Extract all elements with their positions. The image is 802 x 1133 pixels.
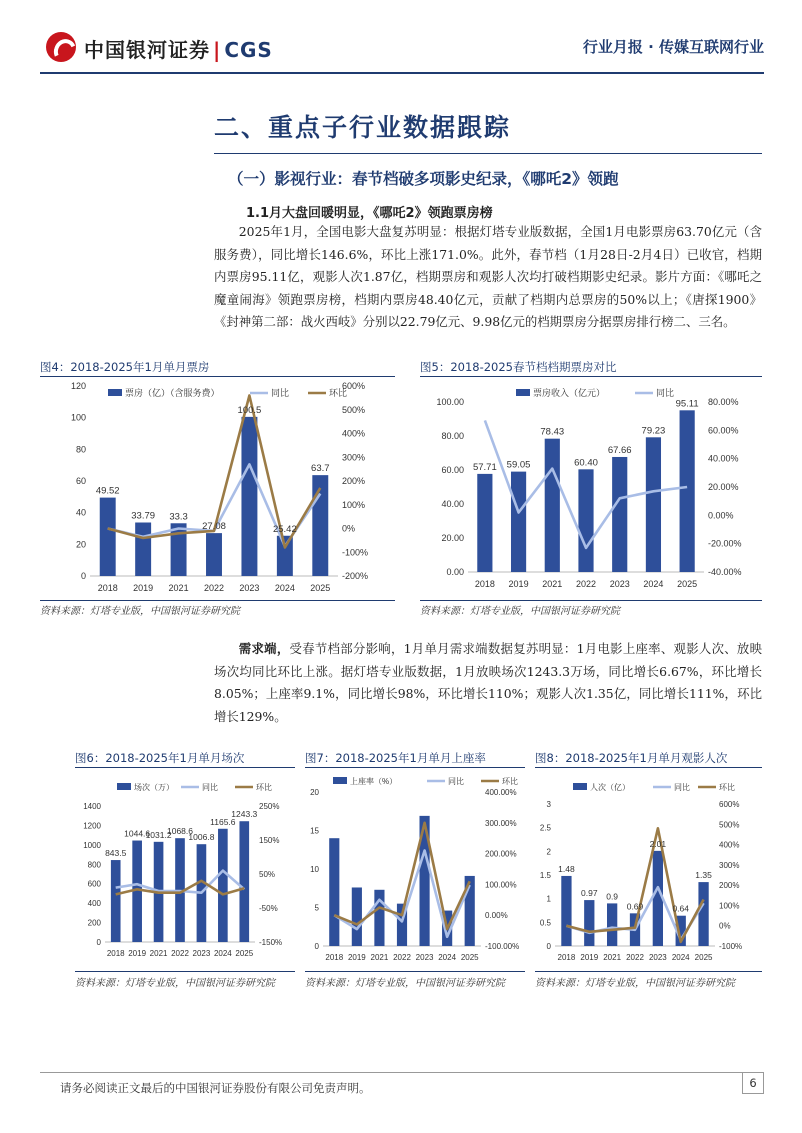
fig8-title: 图8：2018-2025年1月单月观影人次	[535, 751, 728, 765]
subsection-title: （一）影视行业：春节档破多项影史纪录，《哪吒2》领跑	[228, 170, 619, 188]
fig5-title: 图5：2018-2025春节档档期票房对比	[420, 360, 617, 374]
paragraph-heading: 1.1月大盘回暖明显，《哪吒2》领跑票房榜	[246, 206, 493, 221]
y-tick-label: 600	[87, 879, 101, 889]
x-tick-label: 2021	[168, 583, 189, 593]
y-tick-label: 60	[75, 476, 86, 486]
legend-label: 场次（万）	[134, 783, 174, 792]
data-label: 1044.6	[124, 828, 151, 839]
y2-tick-label: -50%	[259, 904, 278, 913]
data-label: 2.01	[649, 838, 667, 849]
y-tick-label: 100.00	[436, 397, 464, 407]
y-tick-label: 120	[70, 381, 86, 391]
x-tick-label: 2024	[671, 953, 690, 962]
x-tick-label: 2018	[474, 579, 495, 589]
data-label: 57.71	[472, 461, 497, 473]
y-tick-label: 60.00	[441, 465, 464, 475]
y-tick-label: 0	[314, 942, 319, 951]
legend-label: 环比	[329, 388, 348, 398]
y-tick-label: 80.00	[441, 431, 464, 441]
data-label: 67.66	[607, 444, 632, 456]
y-tick-label: 0	[546, 942, 551, 951]
y2-tick-label: 80.00%	[708, 397, 739, 407]
brand-sep: |	[213, 38, 222, 62]
x-tick-label: 2019	[133, 583, 154, 593]
legend-label: 同比	[674, 783, 690, 792]
fig8-chart	[533, 770, 764, 970]
y2-tick-label: 0%	[719, 921, 731, 931]
legend-label: 票房（亿）（含服务费）	[125, 388, 220, 398]
y-tick-label: 5	[314, 903, 319, 913]
x-tick-label: 2022	[575, 579, 597, 589]
y-tick-label: 10	[310, 865, 319, 874]
x-tick-label: 2019	[128, 949, 147, 958]
fig4-chart	[40, 378, 398, 598]
y2-tick-label: 400%	[719, 840, 740, 850]
y-tick-label: 1	[546, 894, 551, 904]
fig7-source: 资料来源：灯塔专业版，中国银河证券研究院	[305, 978, 505, 989]
x-tick-label: 2025	[677, 579, 698, 589]
legend-label: 人次（亿）	[590, 783, 630, 792]
legend-label: 票房收入（亿元）	[533, 388, 606, 398]
logo-icon	[46, 32, 76, 62]
data-label: 25.42	[272, 523, 297, 535]
legend-label: 同比	[202, 783, 218, 792]
fig4-title: 图4：2018-2025年1月单月票房	[40, 360, 210, 374]
fig5-chart	[420, 378, 764, 598]
data-label: 1031.2	[145, 829, 172, 840]
data-label: 1.48	[558, 863, 575, 874]
data-label: 0.97	[581, 888, 598, 899]
body-paragraph-1: 2025年1月，全国电影大盘复苏明显：根据灯塔专业版数据，全国1月电影票房63.70亿元（含服务费），同比增长146.6%，环比上涨171.0%。此外，春节档（1月28日-2月4日）已收官，档期内票房95.11亿，观影人次1.87亿，档期票房和观影人次均打破档期影史纪录。影片方面：《哪吒之魔童闹海》领跑票房榜，档期内票房48.40亿元，贡献了档期内总票房的50%以上；《唐探1900》《封神第二部：战火西岐》分别以22.79亿元、9.98亿元的档期票房分据票房排行榜二、三名。	[214, 224, 762, 330]
y-tick-label: 40	[75, 507, 86, 518]
y-tick-label: 2	[546, 847, 551, 857]
body-paragraph-2	[214, 638, 762, 728]
data-label: 0.64	[672, 903, 689, 914]
data-label: 49.52	[95, 485, 120, 497]
x-tick-label: 2023	[648, 953, 667, 962]
bar	[612, 457, 627, 572]
y2-tick-label: -100.00%	[485, 942, 520, 951]
x-tick-label: 2021	[603, 953, 622, 962]
y2-tick-label: -200%	[342, 571, 369, 581]
bar	[352, 887, 362, 946]
y-tick-label: 2.5	[539, 823, 551, 833]
x-tick-label: 2021	[370, 953, 389, 962]
footer-divider	[40, 1072, 764, 1073]
bar	[171, 523, 187, 576]
footer-disclaimer: 请务必阅读正文最后的中国银河证券股份有限公司免责声明。	[60, 1081, 371, 1095]
y2-tick-label: 300%	[342, 452, 366, 463]
y2-tick-label: 250%	[259, 802, 280, 811]
y-tick-label: 1000	[83, 840, 101, 850]
y-tick-label: 800	[87, 860, 101, 870]
bar	[477, 474, 492, 572]
y2-tick-label: 60.00%	[708, 425, 739, 436]
y2-tick-label: -100%	[719, 942, 743, 951]
x-tick-label: 2025	[460, 953, 479, 962]
section-divider	[214, 153, 762, 154]
x-tick-label: 2025	[310, 583, 331, 593]
y-tick-label: 0.00	[446, 567, 464, 577]
y2-tick-label: 400%	[342, 428, 366, 439]
data-label: 843.5	[105, 848, 127, 859]
bar	[578, 469, 593, 572]
x-tick-label: 2022	[171, 949, 189, 958]
data-label: 95.11	[675, 398, 699, 410]
data-label: 63.7	[311, 463, 330, 475]
y2-tick-label: 0.00%	[708, 510, 734, 521]
x-tick-label: 2024	[438, 953, 457, 962]
legend-swatch-bar	[117, 783, 131, 790]
bar	[646, 437, 661, 572]
fig7-title: 图7：2018-2025年1月单月上座率	[305, 751, 486, 765]
brand-logo	[84, 34, 273, 63]
y2-tick-label: 150%	[259, 836, 280, 845]
x-tick-label: 2019	[580, 953, 599, 962]
legend-swatch-bar	[108, 389, 122, 396]
y2-tick-label: 600%	[342, 381, 366, 391]
y2-tick-label: 300.00%	[485, 818, 517, 828]
x-tick-label: 2023	[192, 949, 211, 958]
legend-label: 同比	[656, 388, 675, 398]
bar	[241, 417, 257, 576]
fig8-title-line	[535, 767, 762, 768]
data-label: 1006.8	[188, 832, 215, 843]
x-tick-label: 2021	[542, 579, 563, 589]
y-tick-label: 0.5	[539, 918, 551, 928]
data-label: 59.05	[506, 459, 531, 471]
y2-tick-label: 100%	[342, 499, 366, 510]
data-label: 33.3	[169, 511, 188, 523]
data-label: 0.69	[626, 901, 644, 912]
x-tick-label: 2025	[694, 953, 713, 962]
bar	[135, 522, 151, 576]
bar	[329, 838, 339, 946]
header-divider	[40, 72, 764, 74]
y-tick-label: 20	[75, 539, 86, 550]
fig4-title-line	[40, 376, 395, 377]
bar	[680, 410, 695, 572]
y2-tick-label: 0%	[342, 523, 356, 534]
bar	[607, 903, 617, 946]
x-tick-label: 2018	[106, 949, 125, 958]
y-tick-label: 100	[70, 412, 86, 423]
bar	[206, 533, 222, 576]
y-tick-label: 1200	[83, 821, 101, 831]
data-label: 1.35	[695, 870, 712, 881]
y-tick-label: 1.5	[539, 871, 551, 880]
data-label: 1165.6	[210, 816, 236, 827]
x-tick-label: 2022	[626, 953, 644, 962]
x-tick-label: 2024	[274, 583, 295, 593]
y2-tick-label: 0.00%	[485, 911, 508, 921]
demand-lead: 需求端，	[238, 641, 290, 656]
y2-tick-label: 500%	[719, 820, 740, 830]
data-label: 1243.3	[231, 809, 258, 820]
bar	[584, 900, 594, 946]
y-tick-label: 20.00	[441, 533, 464, 543]
data-label: 27.08	[202, 521, 226, 533]
fig7-title-line	[305, 767, 525, 768]
y-tick-label: 20	[310, 788, 319, 797]
fig7-bottom-line	[305, 971, 525, 972]
y2-tick-label: -150%	[259, 938, 283, 947]
y2-tick-label: 400.00%	[485, 788, 517, 797]
data-label: 78.43	[540, 426, 565, 438]
bar	[239, 821, 249, 942]
y2-tick-label: 600%	[719, 800, 740, 809]
x-tick-label: 2018	[325, 953, 344, 962]
y2-tick-label: -20.00%	[708, 538, 742, 549]
legend-swatch-bar	[516, 389, 530, 396]
demand-text: 受春节档部分影响，1月单月需求端数据复苏明显：1月电影上座率、观影人次、放映场次均同比环比上涨。据灯塔专业版数据，1月放映场次1243.3万场，同比增长6.67%，环比增长8.05%；上座率9.1%，同比增长98%，环比增长110%；观影人次1.35亿，同比增长111%，环比增长129%。	[214, 641, 762, 724]
x-tick-label: 2024	[213, 949, 232, 958]
y2-tick-label: 20.00%	[708, 482, 739, 492]
y2-tick-label: 50%	[259, 870, 276, 879]
y2-tick-label: 100.00%	[485, 880, 517, 890]
fig8-source: 资料来源：灯塔专业版，中国银河证券研究院	[535, 978, 735, 989]
y2-tick-label: 300%	[719, 860, 740, 870]
bar	[100, 498, 116, 576]
y2-tick-label: -40.00%	[708, 567, 742, 577]
y2-tick-label: -100%	[342, 547, 369, 558]
fig6-title: 图6：2018-2025年1月单月场次	[75, 751, 245, 765]
fig5-title-line	[420, 376, 762, 377]
bar	[374, 890, 384, 946]
fig4-source: 资料来源：灯塔专业版，中国银河证券研究院	[40, 606, 240, 617]
y-tick-label: 200	[87, 918, 101, 928]
bar	[111, 860, 121, 942]
x-tick-label: 2022	[203, 583, 225, 593]
data-label: 79.23	[641, 425, 666, 437]
legend-label: 环比	[502, 777, 518, 786]
legend-label: 上座率（%）	[350, 777, 398, 786]
y2-tick-label: 100%	[719, 901, 740, 911]
x-tick-label: 2019	[508, 579, 529, 589]
legend-swatch-bar	[333, 777, 347, 784]
data-label: 0.9	[606, 891, 619, 902]
y2-tick-label: 200%	[342, 476, 366, 486]
page-number: 6	[742, 1072, 764, 1094]
y2-tick-label: 200%	[719, 881, 740, 891]
data-label: 33.79	[131, 510, 156, 522]
fig6-chart	[73, 770, 299, 970]
y2-tick-label: 200.00%	[485, 849, 517, 859]
y-tick-label: 80	[75, 444, 86, 455]
fig5-bottom-line	[420, 600, 762, 601]
bar	[561, 876, 571, 946]
fig6-title-line	[75, 767, 295, 768]
x-tick-label: 2018	[97, 583, 118, 593]
bar	[698, 882, 708, 946]
fig6-bottom-line	[75, 971, 295, 972]
x-tick-label: 2023	[415, 953, 434, 962]
x-tick-label: 2024	[643, 579, 664, 589]
y-tick-label: 400	[87, 899, 101, 909]
data-label: 60.40	[574, 457, 598, 469]
brand-cn: 中国银河证券	[84, 38, 210, 62]
brand-en: CGS	[224, 38, 273, 62]
legend-label: 同比	[271, 388, 290, 398]
x-tick-label: 2018	[557, 953, 576, 962]
report-type: 行业月报 · 传媒互联网行业	[582, 38, 764, 56]
x-tick-label: 2023	[609, 579, 630, 589]
y-tick-label: 15	[310, 826, 319, 836]
bar	[545, 439, 560, 572]
y-tick-label: 0	[96, 938, 101, 947]
data-label: 100.5	[237, 404, 262, 416]
y-tick-label: 40.00	[441, 499, 464, 509]
bar	[218, 829, 228, 942]
x-tick-label: 2025	[235, 949, 254, 958]
y-tick-label: 0	[80, 571, 86, 581]
legend-swatch-bar	[573, 783, 587, 790]
y-tick-label: 1400	[83, 802, 101, 811]
x-tick-label: 2019	[347, 953, 366, 962]
bar	[511, 472, 526, 572]
y2-tick-label: 40.00%	[708, 453, 739, 464]
x-tick-label: 2022	[393, 953, 411, 962]
legend-label: 环比	[719, 783, 735, 792]
legend-label: 环比	[256, 783, 272, 792]
y2-tick-label: 500%	[342, 404, 366, 415]
x-tick-label: 2023	[239, 583, 260, 593]
legend-label: 同比	[448, 777, 464, 786]
section-title: 二、重点子行业数据跟踪	[214, 113, 512, 142]
data-label: 1068.6	[167, 826, 193, 837]
fig6-source: 资料来源：灯塔专业版，中国银河证券研究院	[75, 978, 275, 989]
fig7-chart	[303, 770, 529, 970]
x-tick-label: 2021	[149, 949, 168, 958]
y-tick-label: 3	[546, 800, 551, 809]
fig5-source: 资料来源：灯塔专业版，中国银河证券研究院	[420, 606, 620, 617]
fig8-bottom-line	[535, 971, 762, 972]
fig4-bottom-line	[40, 600, 395, 601]
